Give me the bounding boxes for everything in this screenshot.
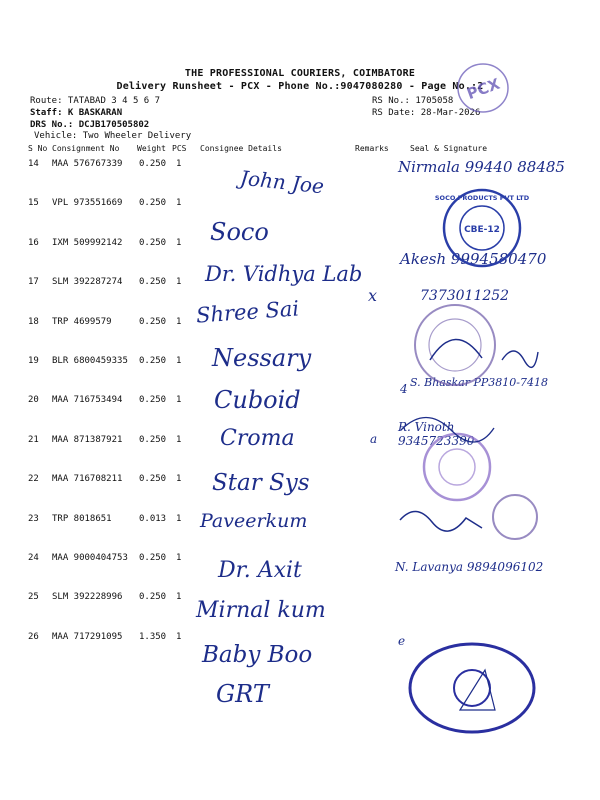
col-consignment: Consignment No	[52, 144, 120, 153]
row-sno: 23	[28, 514, 39, 524]
pcx-stamp	[455, 60, 511, 116]
row-weight: 0.250	[139, 277, 167, 287]
row-sno: 14	[28, 159, 39, 169]
row-sno: 20	[28, 395, 39, 405]
col-seal: Seal & Signature	[410, 144, 488, 153]
row-pcs: 1	[176, 238, 182, 248]
row-weight: 0.250	[139, 238, 167, 248]
col-remarks: Remarks	[355, 144, 389, 153]
row-sno: 17	[28, 277, 39, 287]
remark-mark: a	[370, 432, 378, 446]
row-sno: 24	[28, 553, 39, 563]
row-weight: 0.250	[139, 198, 167, 208]
row-pcs: 1	[176, 317, 182, 327]
col-pcs: PCS	[172, 144, 187, 153]
scribble-signature	[500, 340, 540, 370]
consignee-handwriting: Soco	[210, 218, 269, 246]
row-sno: 18	[28, 317, 39, 327]
scribble-signature	[396, 400, 496, 450]
consignee-handwriting: GRT	[216, 680, 269, 708]
consignee-handwriting: Shree Sai	[195, 296, 300, 328]
row-weight: 1.350	[139, 632, 167, 642]
row-pcs: 1	[176, 277, 182, 287]
row-weight: 0.250	[139, 592, 167, 602]
row-weight: 0.250	[139, 356, 167, 366]
runsheet-subtitle: Delivery Runsheet - PCX - Phone No.:9047080280 - Page No.:2	[116, 81, 484, 92]
row-pcs: 1	[176, 514, 182, 524]
row-weight: 0.013	[139, 514, 167, 524]
signature-17: 7373011252	[420, 288, 510, 304]
consignee-handwriting: Star Sys	[212, 470, 310, 496]
signature-19: S. Bhaskar PP3810-7418	[410, 376, 548, 389]
drs-label: DRS No.: DCJB170505802	[30, 120, 150, 130]
jewellers-seal	[400, 640, 540, 740]
row-sno: 15	[28, 198, 39, 208]
consignee-handwriting: Mirnal kum	[196, 598, 326, 623]
row-consignment: TRP 8018651	[52, 514, 112, 524]
consignee-handwriting: John Joe	[238, 165, 326, 199]
consignee-handwriting: Baby Boo	[202, 642, 313, 668]
row-consignment: BLR 6800459335	[52, 356, 128, 366]
row-sno: 21	[28, 435, 39, 445]
remark-mark: 4	[400, 382, 408, 396]
soco-seal-sub: CBE-12	[464, 225, 500, 235]
row-consignment: MAA 871387921	[52, 435, 123, 445]
row-sno: 19	[28, 356, 39, 366]
row-pcs: 1	[176, 592, 182, 602]
row-pcs: 1	[176, 632, 182, 642]
soco-seal	[434, 186, 530, 270]
row-consignment: MAA 716753494	[52, 395, 123, 405]
route-label: Route: TATABAD 3 4 5 6 7	[30, 96, 161, 106]
signature-24: N. Lavanya 9894096102	[395, 560, 544, 574]
consignee-handwriting: Croma	[220, 426, 295, 451]
row-consignment: IXM 509992142	[52, 238, 123, 248]
row-sno: 16	[28, 238, 39, 248]
row-consignment: SLM 392228996	[52, 592, 123, 602]
row-consignment: MAA 9000404753	[52, 553, 128, 563]
staff-label: Staff: K BASKARAN	[30, 108, 123, 118]
soco-seal-text: SOCO PRODUCTS PVT LTD	[434, 194, 530, 202]
signature-14: Nirmala 99440 88485	[398, 158, 565, 176]
row-pcs: 1	[176, 435, 182, 445]
col-weight: Weight	[137, 144, 166, 153]
consignee-handwriting: Dr. Vidhya Lab	[205, 262, 363, 286]
row-pcs: 1	[176, 159, 182, 169]
consignee-handwriting: Nessary	[212, 344, 312, 372]
row-pcs: 1	[176, 198, 182, 208]
row-pcs: 1	[176, 474, 182, 484]
row-weight: 0.250	[139, 474, 167, 484]
row-consignment: VPL 973551669	[52, 198, 123, 208]
scribble-signature	[396, 500, 486, 540]
signature-20: R. Vinoth 9345723390	[398, 420, 475, 448]
company-title: THE PROFESSIONAL COURIERS, COIMBATORE	[184, 68, 416, 79]
row-sno: 25	[28, 592, 39, 602]
row-sno: 22	[28, 474, 39, 484]
company-seal	[410, 300, 500, 390]
pcx-stamp-text: PCX	[464, 74, 503, 104]
consignee-handwriting: Cuboid	[214, 386, 301, 414]
col-sno: S No	[28, 144, 48, 153]
consignee-handwriting: Paveerkum	[200, 510, 308, 532]
row-pcs: 1	[176, 395, 182, 405]
remark-mark: x	[368, 286, 378, 305]
row-consignment: MAA 717291095	[52, 632, 123, 642]
row-sno: 26	[28, 632, 39, 642]
row-weight: 0.250	[139, 317, 167, 327]
company-seal	[490, 492, 540, 542]
row-consignment: TRP 4699579	[52, 317, 112, 327]
table-header	[0, 144, 600, 156]
signature-16: Akesh 9994580470	[400, 250, 547, 268]
row-weight: 0.250	[139, 395, 167, 405]
rs-date: RS Date: 28-Mar-2026	[372, 108, 481, 118]
remark-mark: e	[398, 634, 406, 648]
row-pcs: 1	[176, 356, 182, 366]
col-consignee: Consignee Details	[200, 144, 282, 153]
row-weight: 0.250	[139, 159, 167, 169]
row-pcs: 1	[176, 553, 182, 563]
row-consignment: SLM 392287274	[52, 277, 123, 287]
rs-number: RS No.: 1705058	[372, 96, 454, 106]
row-weight: 0.250	[139, 435, 167, 445]
vehicle-label: Vehicle: Two Wheeler Delivery	[34, 131, 192, 141]
table-row	[0, 317, 600, 337]
row-consignment: MAA 716708211	[52, 474, 123, 484]
row-consignment: MAA 576767339	[52, 159, 123, 169]
row-weight: 0.250	[139, 553, 167, 563]
consignee-handwriting: Dr. Axit	[218, 558, 302, 583]
